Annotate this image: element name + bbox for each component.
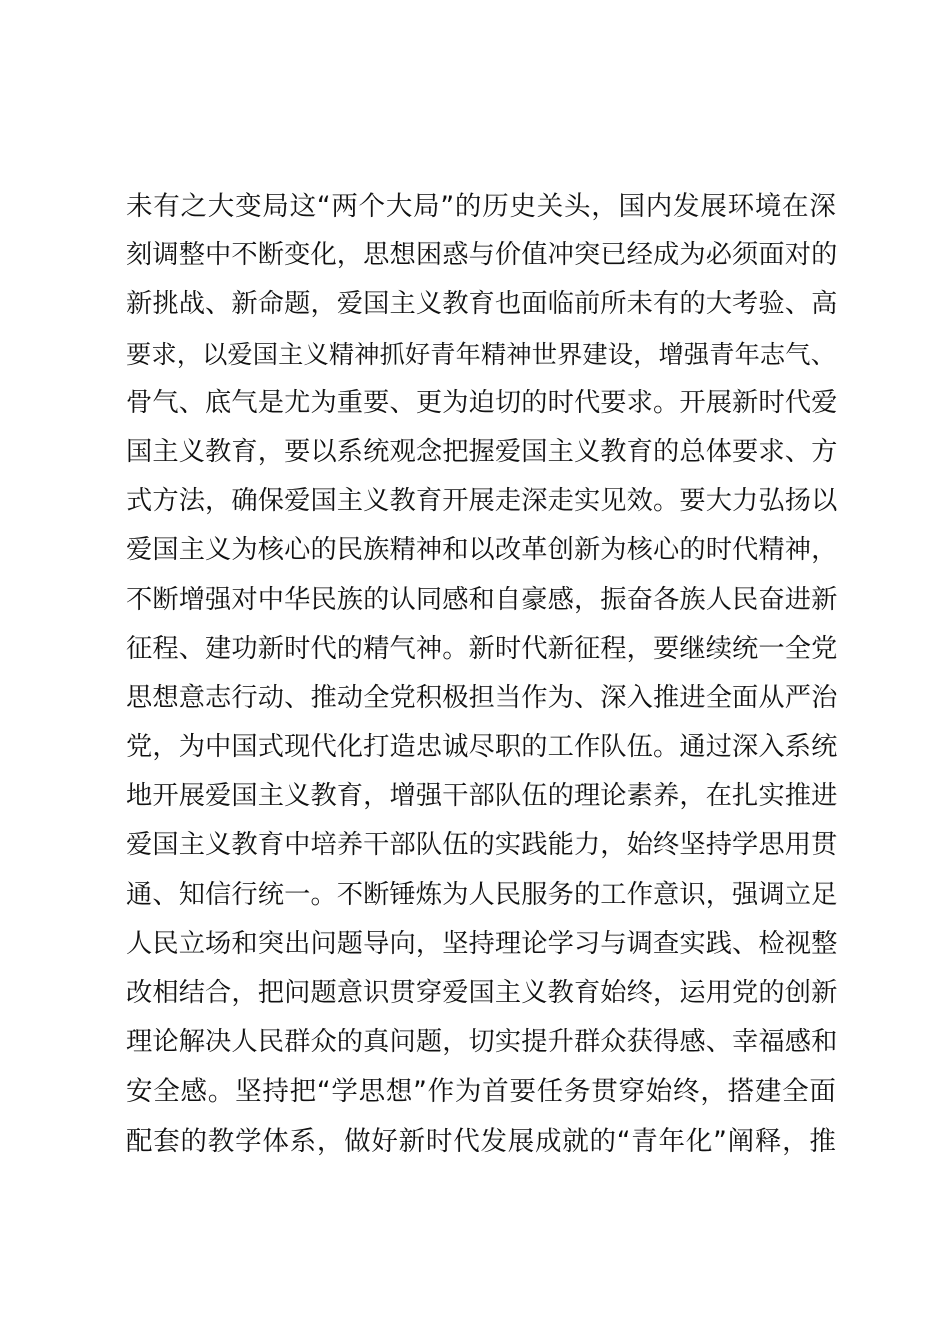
text-line: 骨气、底气是尤为重要、更为迫切的时代要求。开展新时代爱	[126, 387, 838, 418]
text-line: 要求，以爱国主义精神抓好青年精神世界建设，增强青年志气、	[126, 339, 836, 369]
text-line: 爱国主义为核心的民族精神和以改革创新为核心的时代精神，	[126, 535, 838, 566]
text-line: 人民立场和突出问题导向，坚持理论学习与调查实践、检视整	[126, 928, 838, 959]
text-line: 爱国主义教育中培养干部队伍的实践能力，始终坚持学思用贯	[126, 830, 838, 861]
text-line: 配套的教学体系，做好新时代发展成就的“青年化”阐释，推	[126, 1125, 836, 1157]
text-line: 理论解决人民群众的真问题，切实提升群众获得感、幸福感和	[126, 1027, 838, 1058]
body-paragraph	[126, 182, 836, 1166]
text-line: 刻调整中不断变化，思想困惑与价值冲突已经成为必须面对的	[126, 240, 838, 271]
text-line: 安全感。坚持把“学思想”作为首要任务贯穿始终，搭建全面	[126, 1076, 836, 1108]
text-line: 征程、建功新时代的精气神。新时代新征程，要继续统一全党	[126, 633, 838, 664]
text-line: 不断增强对中华民族的认同感和自豪感，振奋各族人民奋进新	[126, 584, 838, 615]
text-line: 式方法，确保爱国主义教育开展走深走实见效。要大力弘扬以	[126, 486, 838, 517]
text-line: 思想意志行动、推动全党积极担当作为、深入推进全面从严治	[126, 682, 838, 713]
text-line: 新挑战、新命题，爱国主义教育也面临前所未有的大考验、高	[126, 289, 838, 320]
text-line: 国主义教育，要以系统观念把握爱国主义教育的总体要求、方	[126, 436, 838, 467]
text-line: 改相结合，把问题意识贯穿爱国主义教育始终，运用党的创新	[126, 978, 838, 1008]
text-line: 通、知信行统一。不断锤炼为人民服务的工作意识，强调立足	[126, 879, 838, 910]
text-line: 党，为中国式现代化打造忠诚尽职的工作队伍。通过深入系统	[126, 732, 838, 763]
text-line: 未有之大变局这“两个大局”的历史关头，国内发展环境在深	[126, 191, 836, 222]
text-line: 地开展爱国主义教育，增强干部队伍的理论素养，在扎实推进	[126, 781, 838, 812]
